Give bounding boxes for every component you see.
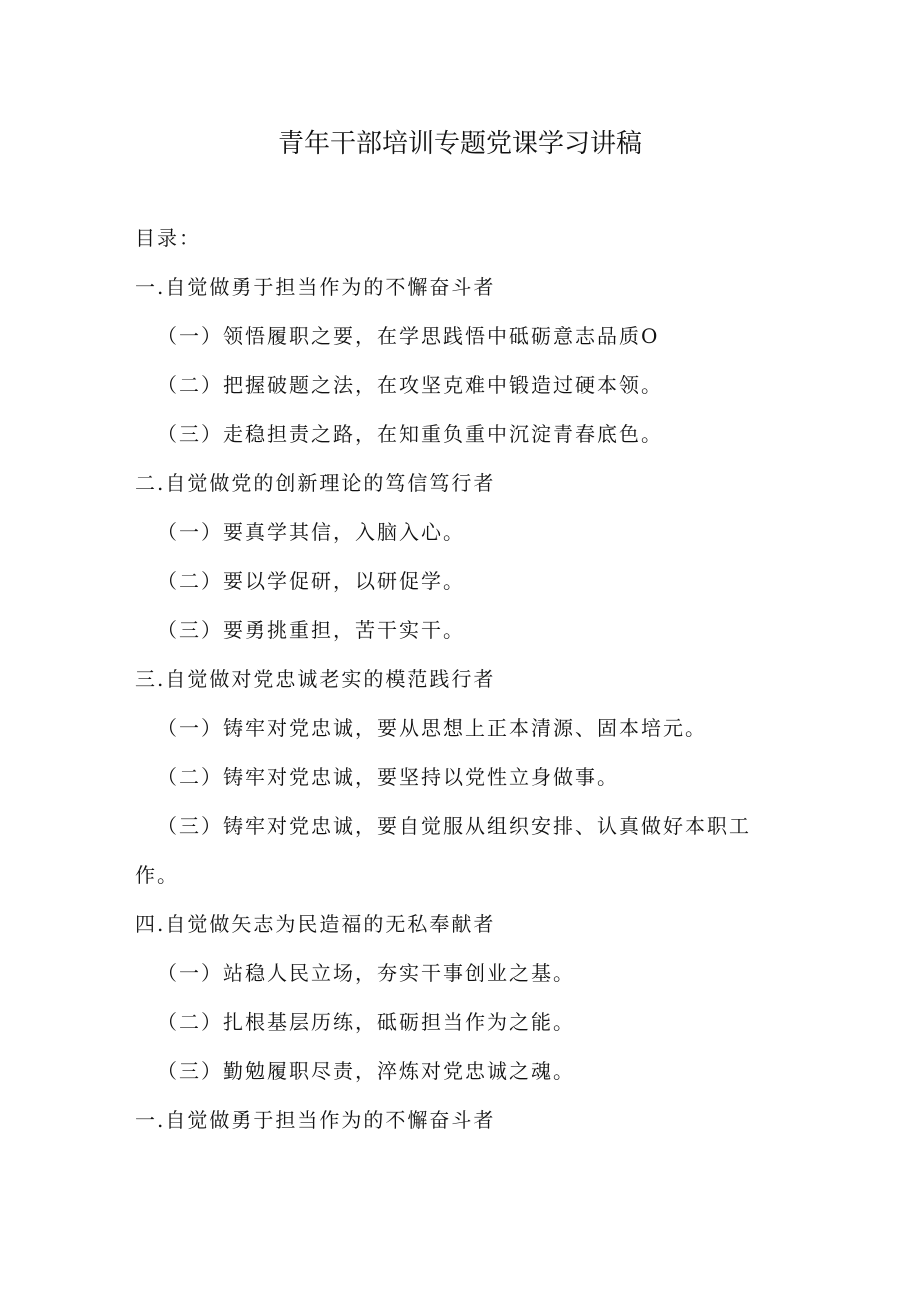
toc-item-1-3: （三）走稳担责之路，在知重负重中沉淀青春底色。: [157, 422, 663, 446]
toc-item-4-3: （三）勤勉履职尽责，淬炼对党忠诚之魂。: [157, 1059, 575, 1083]
toc-item-3-1: （一）铸牢对党忠诚，要从思想上正本清源、固本培元。: [157, 716, 707, 740]
table-of-contents: [135, 214, 785, 1145]
toc-item-3-2: （二）铸牢对党忠诚，要坚持以党性立身做事。: [157, 765, 619, 789]
toc-section-4: 四.自觉做矢志为民造福的无私奉献者: [135, 912, 496, 936]
document-title: 青年干部培训专题党课学习讲稿: [277, 129, 642, 159]
toc-item-1-2: （二）把握破题之法，在攻坚克难中锻造过硬本领。: [157, 373, 663, 397]
toc-item-1-1: （一）领悟履职之要，在学思践悟中砥砺意志品质O: [157, 324, 660, 348]
toc-section-1: 一.自觉做勇于担当作为的不懈奋斗者: [135, 275, 496, 299]
toc-section-2: 二.自觉做党的创新理论的笃信笃行者: [135, 471, 496, 495]
toc-section-3: 三.自觉做对党忠诚老实的模范践行者: [135, 667, 496, 691]
toc-item-2-2: （二）要以学促研，以研促学。: [157, 569, 465, 593]
toc-item-2-1: （一）要真学其信，入脑入心。: [157, 520, 465, 544]
toc-label: 目录：: [135, 226, 201, 250]
toc-item-3-3-continuation: 作。: [135, 863, 179, 887]
toc-item-3-3: （三）铸牢对党忠诚，要自觉服从组织安排、认真做好本职工: [157, 814, 751, 838]
toc-item-4-2: （二）扎根基层历练，砥砺担当作为之能。: [157, 1010, 575, 1034]
toc-item-2-3: （三）要勇挑重担，苦干实干。: [157, 618, 465, 642]
toc-item-4-1: （一）站稳人民立场，夯实干事创业之基。: [157, 961, 575, 985]
body-section-heading-1: 一.自觉做勇于担当作为的不懈奋斗者: [135, 1108, 496, 1132]
